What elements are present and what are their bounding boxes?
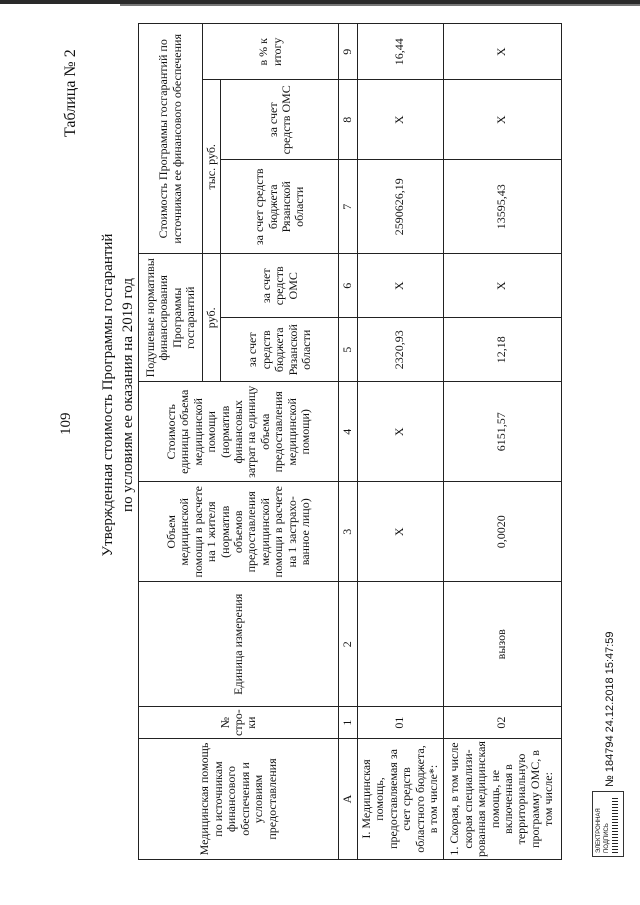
row-unit: вызов <box>443 582 561 707</box>
header-unit: Единица измерения <box>139 582 339 707</box>
header-cost-budget: за счет средств бюджета Рязанской области <box>221 160 339 254</box>
header-unit-thousand-rub: тыс. руб. <box>203 80 221 254</box>
column-number: 1 <box>339 707 357 739</box>
column-number-row <box>339 24 357 860</box>
column-number: 6 <box>339 254 357 318</box>
row-cost-budget: 2590626,19 <box>357 160 443 254</box>
row-number: 02 <box>443 707 561 739</box>
row-norm-oms: X <box>443 254 561 318</box>
column-number: 3 <box>339 482 357 582</box>
column-number: 9 <box>339 24 357 80</box>
table-number: Таблица № 2 <box>62 49 79 137</box>
header-unit-cost: Стоимость единицы объема медицинской помощи (норматив финансовых затрат на единицу объема предоставления медицинской помощи) <box>139 382 339 482</box>
column-number: 8 <box>339 80 357 160</box>
row-volume: 0,0020 <box>443 482 561 582</box>
header-per-capita-norms: Подушевые нормативы финансирования Программы госгарантий <box>139 254 203 382</box>
column-number: 2 <box>339 582 357 707</box>
row-unit <box>357 582 443 707</box>
header-norm-budget: за счет средств бюджета Рязанской области <box>221 318 339 382</box>
header-percent: в % к итогу <box>203 24 339 80</box>
row-percent: X <box>443 24 561 80</box>
row-number: 01 <box>357 707 443 739</box>
header-unit-rub: руб. <box>203 254 221 382</box>
row-cost-oms: X <box>443 80 561 160</box>
column-number: 5 <box>339 318 357 382</box>
stamp-text: ПОДПИСЬ <box>604 823 610 853</box>
column-number: 7 <box>339 160 357 254</box>
document-registration-number: № 184794 24.12.2018 15:47:59 <box>604 631 616 787</box>
row-cost-budget: 13595,43 <box>443 160 561 254</box>
header-row-number: № стро-ки <box>139 707 339 739</box>
table-row <box>443 24 561 860</box>
column-number: 4 <box>339 382 357 482</box>
header-program-cost: Стоимость Программы госгарантий по источникам ее финансового обеспечения <box>139 24 203 254</box>
header-volume: Объем медицинской помощи в расчете на 1 жителя (норматив объемов предоставления медицинской помощи в расчете на 1 застрахо-ванное лицо) <box>139 482 339 582</box>
page-number: 109 <box>58 412 74 435</box>
header-norm-oms: за счет средств ОМС <box>221 254 339 318</box>
document-title: Утвержденная стоимость Программы госгарантий <box>100 233 116 557</box>
row-percent: 16,44 <box>357 24 443 80</box>
row-unit-cost: 6151,57 <box>443 382 561 482</box>
table-row <box>357 24 443 860</box>
header-care-type: Медицинская помощь по источникам финансового обеспечения и условиям предоставления <box>139 739 339 860</box>
row-norm-oms: X <box>357 254 443 318</box>
column-number: А <box>339 739 357 860</box>
row-label: I. Медицинская помощь, предоставляемая за счет средств областного бюджета, в том числе*: <box>357 739 443 860</box>
row-label: 1. Скорая, в том числе скорая специализи-рованная медицинская помощь, не включенная в территориальную программу ОМС, в том числе: <box>443 739 561 860</box>
row-volume: X <box>357 482 443 582</box>
header-cost-oms: за счет средств ОМС <box>221 80 339 160</box>
row-norm-budget: 2320,93 <box>357 318 443 382</box>
row-norm-budget: 12,18 <box>443 318 561 382</box>
cost-table <box>138 23 562 860</box>
row-unit-cost: X <box>357 382 443 482</box>
stamp-barcode-icon <box>612 797 618 853</box>
stamp-text: ЭЛЕКТРОННАЯ <box>596 808 602 853</box>
document-subtitle: по условиям ее оказания на 2019 год <box>120 278 136 512</box>
row-cost-oms: X <box>357 80 443 160</box>
